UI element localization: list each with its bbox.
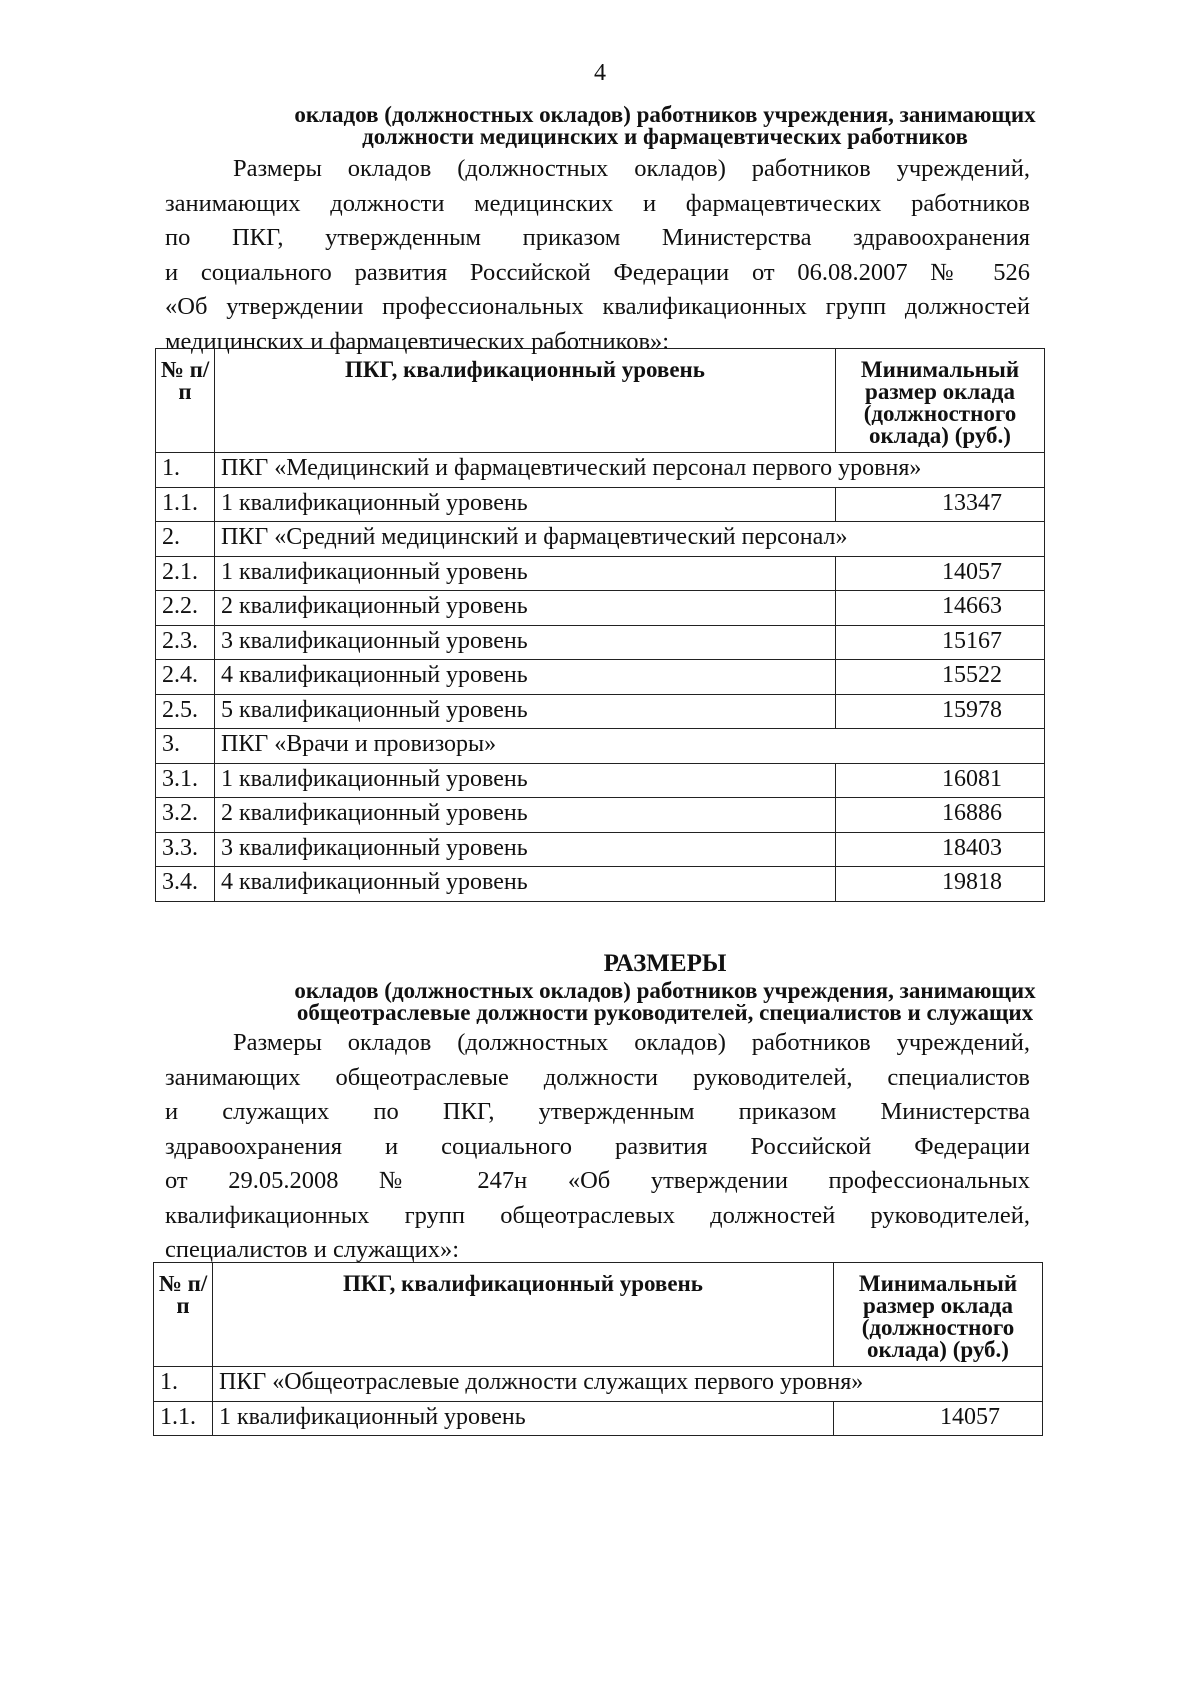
- row-label: 1 квалификационный уровень: [215, 556, 836, 591]
- table-row: [156, 625, 1045, 660]
- column-header: № п/п: [154, 1263, 213, 1367]
- table-header-row: [154, 1263, 1043, 1367]
- paragraph-line: Размеры окладов (должностных окладов) работников учреждений,: [233, 155, 1030, 182]
- table-row: [156, 660, 1045, 695]
- paragraph-line: квалификационных групп общеотраслевых должностей руководителей,: [165, 1201, 1030, 1229]
- min-salary-value: 16886: [836, 798, 1045, 833]
- min-salary-value: 19818: [836, 867, 1045, 902]
- table-row: [156, 832, 1045, 867]
- row-number: 3.3.: [156, 832, 215, 867]
- table-row: [156, 763, 1045, 798]
- min-salary-value: 16081: [836, 763, 1045, 798]
- paragraph-line: по ПКГ, утвержденным приказом Министерства здравоохранения: [165, 224, 1030, 251]
- row-number: 1.: [156, 453, 215, 488]
- row-number: 2.2.: [156, 591, 215, 626]
- min-salary-value: 15978: [836, 694, 1045, 729]
- row-label: ПКГ «Общеотраслевые должности служащих первого уровня»: [213, 1367, 1043, 1402]
- column-header: ПКГ, квалификационный уровень: [215, 349, 836, 453]
- section1-paragraph: [165, 152, 1030, 359]
- min-salary-value: 15522: [836, 660, 1045, 695]
- table-group-row: [156, 729, 1045, 764]
- min-salary-value: 14663: [836, 591, 1045, 626]
- paragraph-line: от 29.05.2008 № 247н «Об утверждении профессиональных: [165, 1167, 1030, 1194]
- row-number: 1.1.: [156, 487, 215, 522]
- table-group-row: [154, 1367, 1043, 1402]
- row-label: 1 квалификационный уровень: [215, 763, 836, 798]
- column-header: ПКГ, квалификационный уровень: [213, 1263, 834, 1367]
- row-label: ПКГ «Медицинский и фармацевтический персонал первого уровня»: [215, 453, 1045, 488]
- table-row: [156, 867, 1045, 902]
- salary-table-general: [153, 1262, 1043, 1436]
- min-salary-value: 13347: [836, 487, 1045, 522]
- column-header: Минимальный размер оклада (должностного оклада) (руб.): [836, 349, 1045, 453]
- paragraph-line: Размеры окладов (должностных окладов) работников учреждений,: [233, 1029, 1030, 1056]
- row-number: 3.1.: [156, 763, 215, 798]
- row-label: 3 квалификационный уровень: [215, 625, 836, 660]
- heading-line: окладов (должностных окладов) работников учреждения, занимающих: [294, 978, 1036, 1003]
- table-row: [156, 694, 1045, 729]
- row-label: 4 квалификационный уровень: [215, 867, 836, 902]
- min-salary-value: 18403: [836, 832, 1045, 867]
- min-salary-value: 15167: [836, 625, 1045, 660]
- paragraph-line: занимающих общеотраслевые должности руководителей, специалистов: [165, 1063, 1030, 1091]
- row-label: 4 квалификационный уровень: [215, 660, 836, 695]
- heading-line: окладов (должностных окладов) работников учреждения, занимающих: [294, 102, 1036, 127]
- row-label: ПКГ «Врачи и провизоры»: [215, 729, 1045, 764]
- paragraph-line: и социального развития Российской Федерации от 06.08.2007 № 526: [165, 258, 1030, 286]
- row-number: 2.1.: [156, 556, 215, 591]
- row-number: 3.4.: [156, 867, 215, 902]
- row-number: 2.: [156, 522, 215, 557]
- row-number: 3.: [156, 729, 215, 764]
- section2-heading: [150, 980, 1180, 1024]
- table-row: [154, 1401, 1043, 1436]
- table-header-row: [156, 349, 1045, 453]
- table-row: [156, 591, 1045, 626]
- paragraph-line: специалистов и служащих»:: [165, 1236, 460, 1263]
- column-header: № п/п: [156, 349, 215, 453]
- table-row: [156, 487, 1045, 522]
- row-number: 2.5.: [156, 694, 215, 729]
- row-number: 1.1.: [154, 1401, 213, 1436]
- row-label: 3 квалификационный уровень: [215, 832, 836, 867]
- table-group-row: [156, 453, 1045, 488]
- row-number: 2.3.: [156, 625, 215, 660]
- row-number: 2.4.: [156, 660, 215, 695]
- section2-title: РАЗМЕРЫ: [603, 950, 727, 977]
- row-number: 1.: [154, 1367, 213, 1402]
- salary-table-medical: [155, 348, 1045, 902]
- section1-heading: [150, 104, 1180, 148]
- min-salary-value: 14057: [834, 1401, 1043, 1436]
- paragraph-line: «Об утверждении профессиональных квалификационных групп должностей: [165, 293, 1030, 320]
- row-label: ПКГ «Средний медицинский и фармацевтический персонал»: [215, 522, 1045, 557]
- page-number: 4: [594, 60, 606, 86]
- table-group-row: [156, 522, 1045, 557]
- heading-line: должности медицинских и фармацевтических работников: [362, 124, 968, 149]
- paragraph-line: здравоохранения и социального развития Российской Федерации: [165, 1132, 1030, 1160]
- min-salary-value: 14057: [836, 556, 1045, 591]
- row-label: 2 квалификационный уровень: [215, 798, 836, 833]
- row-number: 3.2.: [156, 798, 215, 833]
- row-label: 2 квалификационный уровень: [215, 591, 836, 626]
- table-row: [156, 556, 1045, 591]
- row-label: 1 квалификационный уровень: [215, 487, 836, 522]
- section2-paragraph: [165, 1026, 1030, 1268]
- row-label: 5 квалификационный уровень: [215, 694, 836, 729]
- paragraph-line: медицинских и фармацевтических работников»:: [165, 327, 670, 355]
- paragraph-line: и служащих по ПКГ, утвержденным приказом Министерства: [165, 1098, 1030, 1125]
- table-row: [156, 798, 1045, 833]
- row-label: 1 квалификационный уровень: [213, 1401, 834, 1436]
- heading-line: общеотраслевые должности руководителей, специалистов и служащих: [296, 1000, 1034, 1025]
- column-header: Минимальный размер оклада (должностного оклада) (руб.): [834, 1263, 1043, 1367]
- paragraph-line: занимающих должности медицинских и фармацевтических работников: [165, 189, 1030, 217]
